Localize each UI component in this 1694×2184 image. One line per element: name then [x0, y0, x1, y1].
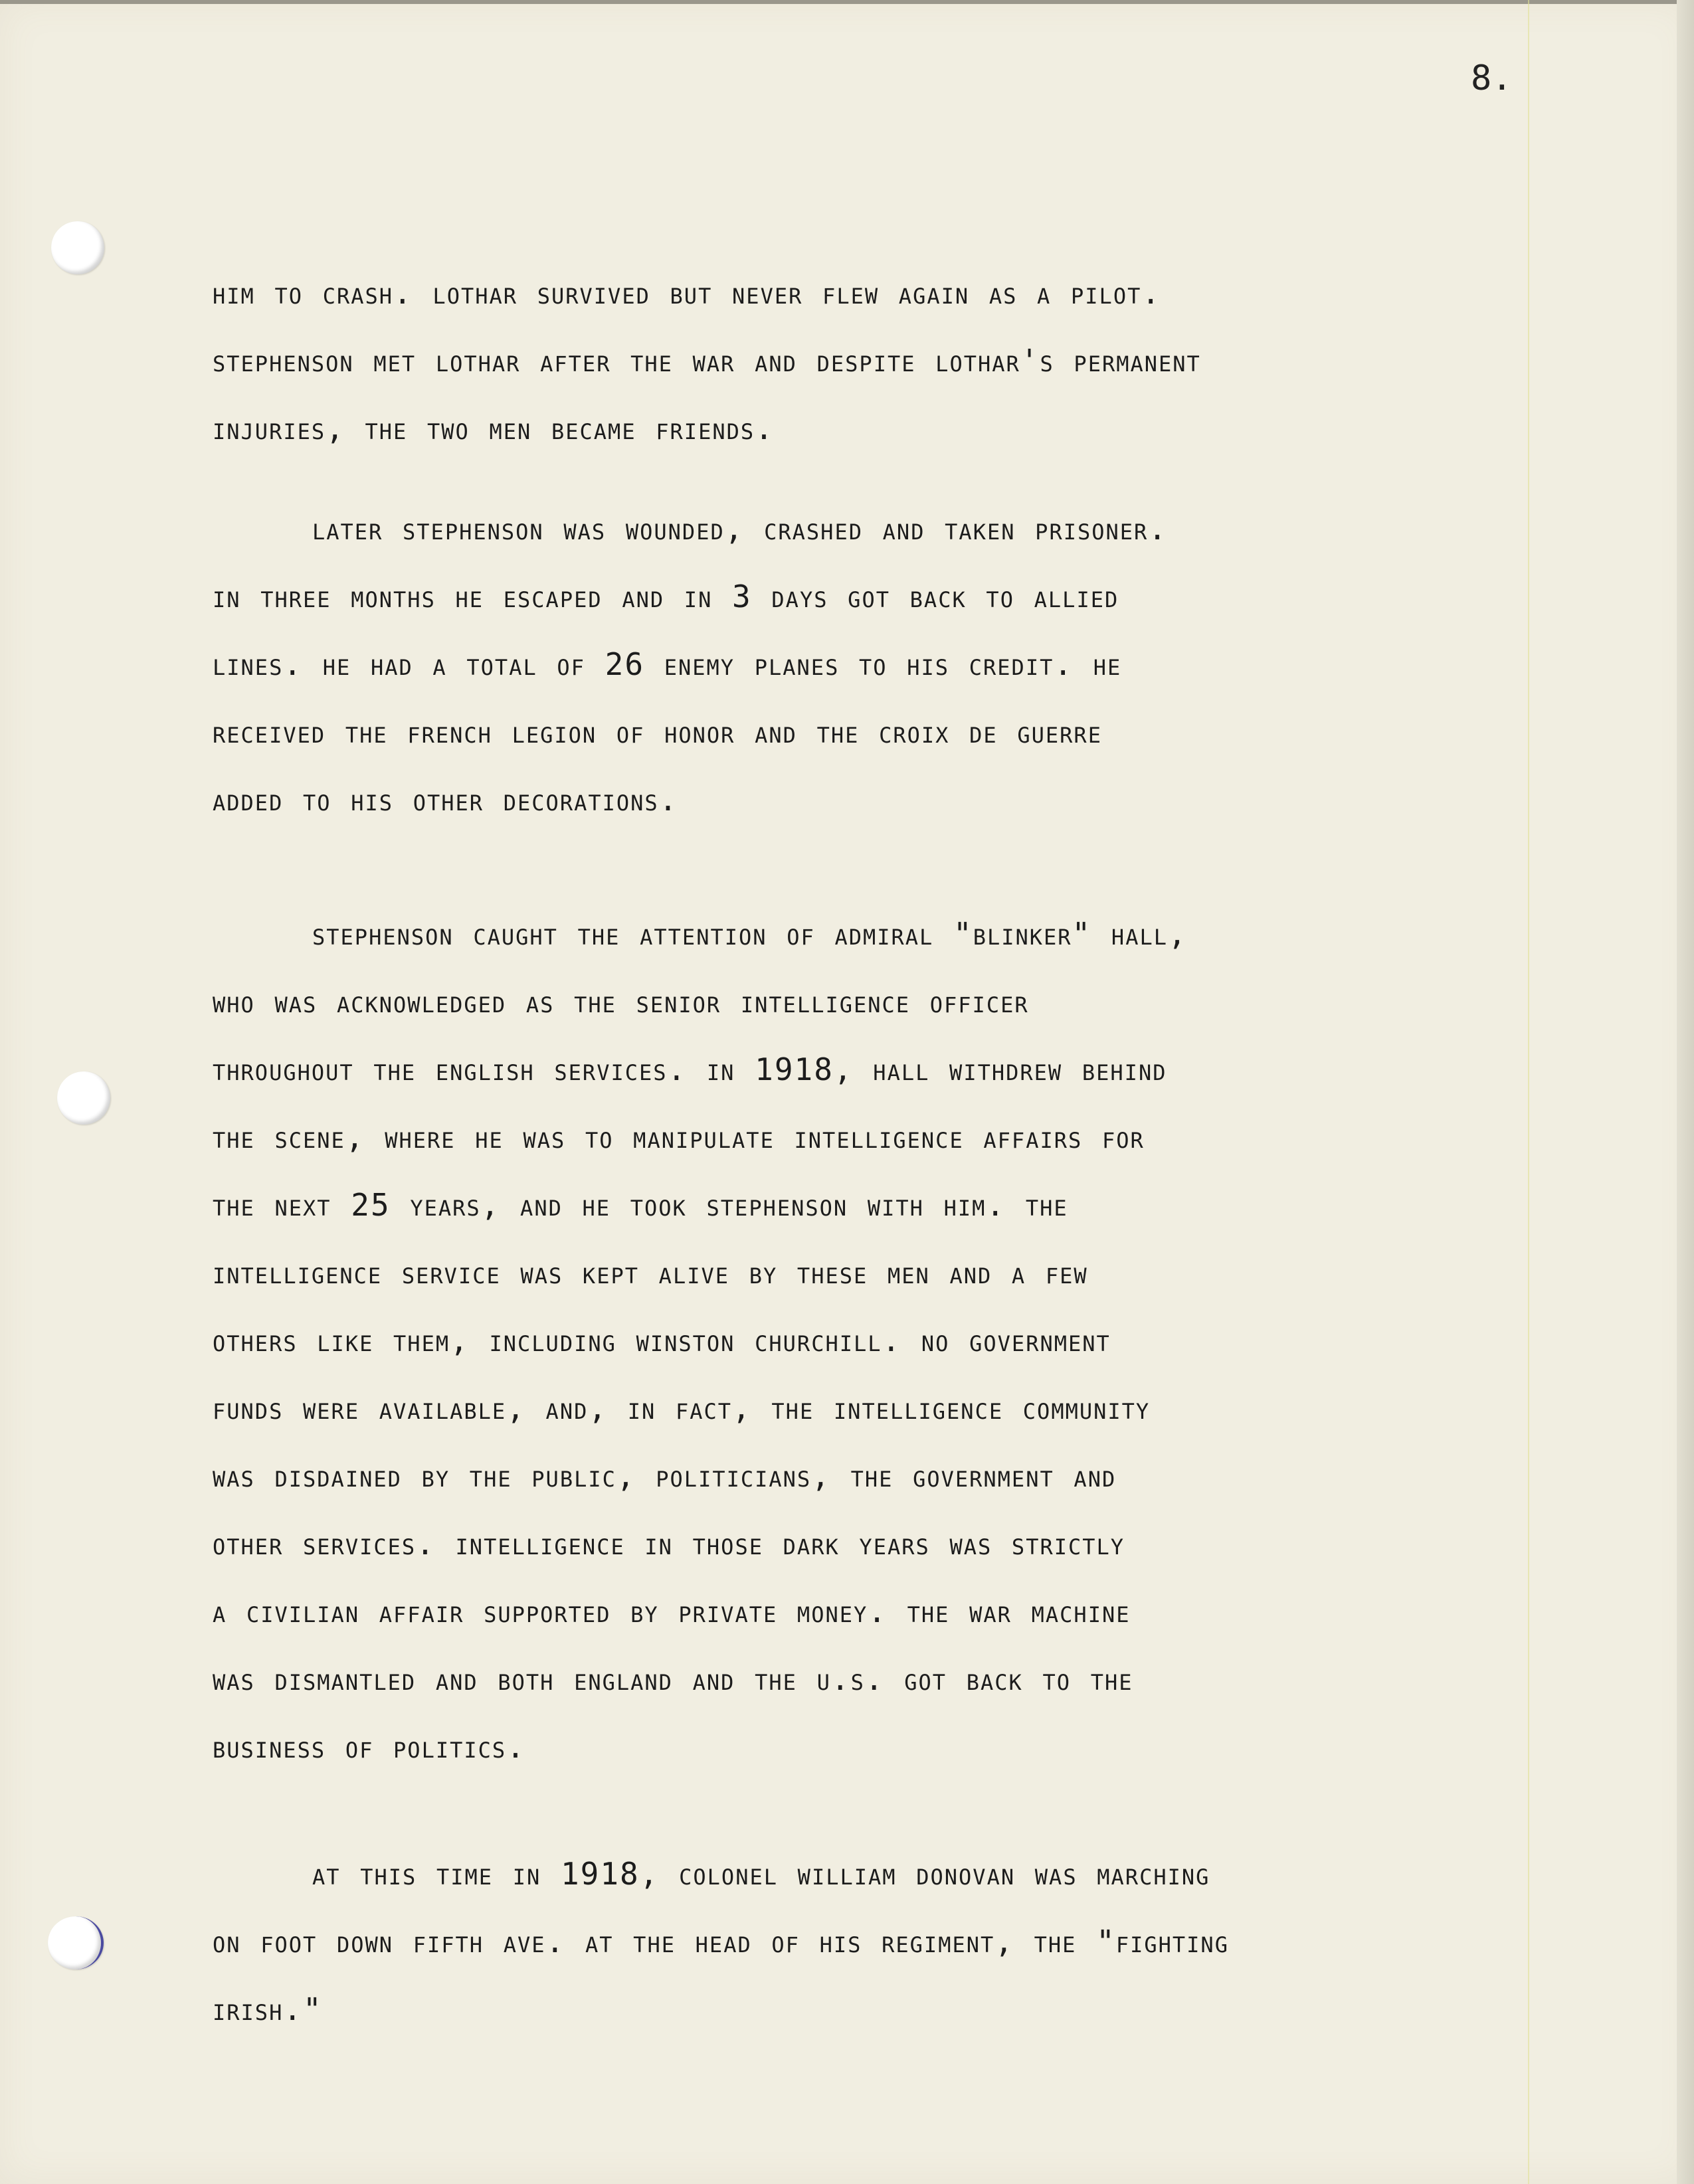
text-line: injuries, the two men became friends.: [213, 410, 775, 446]
text-line: him to crash. lothar survived but never flew again as a pilot.: [213, 275, 1162, 311]
page-top-edge: [0, 0, 1694, 4]
text-line: stephenson met lothar after the war and despite lothar's permanent: [213, 343, 1201, 379]
text-line: business of politics.: [213, 1729, 526, 1765]
text-line: was disdained by the public, politicians, the government and: [213, 1458, 1117, 1494]
text-line: the scene, where he was to manipulate intelligence affairs for: [213, 1119, 1145, 1155]
paragraph-4: [213, 1840, 1535, 2043]
text-line: added to his other decorations.: [213, 782, 679, 818]
text-line: others like them, including winston churchill. no government: [213, 1322, 1111, 1358]
paragraph-1: [213, 259, 1535, 462]
punch-hole-bottom: [48, 1916, 104, 1969]
text-line: throughout the english services. in 1918, hall withdrew behind: [213, 1051, 1167, 1087]
text-line: stephenson caught the attention of admiral "blinker" hall,: [312, 916, 1188, 952]
text-line: was dismantled and both england and the u.s. got back to the: [213, 1661, 1133, 1697]
text-line: later stephenson was wounded, crashed and taken prisoner.: [312, 511, 1168, 547]
text-line: the next 25 years, and he took stephenson with him. the: [213, 1187, 1068, 1223]
text-line: lines. he had a total of 26 enemy planes to his credit. he: [213, 646, 1122, 682]
page-number: 8.: [1471, 58, 1513, 98]
text-line: in three months he escaped and in 3 days got back to allied: [213, 579, 1119, 614]
text-line: received the french legion of honor and the croix de guerre: [213, 714, 1102, 750]
paragraph-2: [213, 495, 1535, 834]
text-line: intelligence service was kept alive by these men and a few: [213, 1255, 1088, 1291]
text-line: at this time in 1918, colonel william donovan was marching: [312, 1856, 1210, 1892]
page-right-edge: [1677, 0, 1694, 2184]
punch-hole-middle: [57, 1071, 110, 1125]
text-line: a civilian affair supported by private money. the war machine: [213, 1593, 1131, 1629]
punch-hole-top: [51, 221, 104, 274]
text-line: funds were available, and, in fact, the intelligence community: [213, 1390, 1151, 1426]
text-line: on foot down fifth ave. at the head of his regiment, the "fighting: [213, 1924, 1229, 1959]
text-line: who was acknowledged as the senior intelligence officer: [213, 984, 1029, 1020]
text-line: other services. intelligence in those dark years was strictly: [213, 1526, 1125, 1562]
text-line: irish.": [213, 1991, 323, 2027]
paragraph-3: [213, 900, 1535, 1781]
